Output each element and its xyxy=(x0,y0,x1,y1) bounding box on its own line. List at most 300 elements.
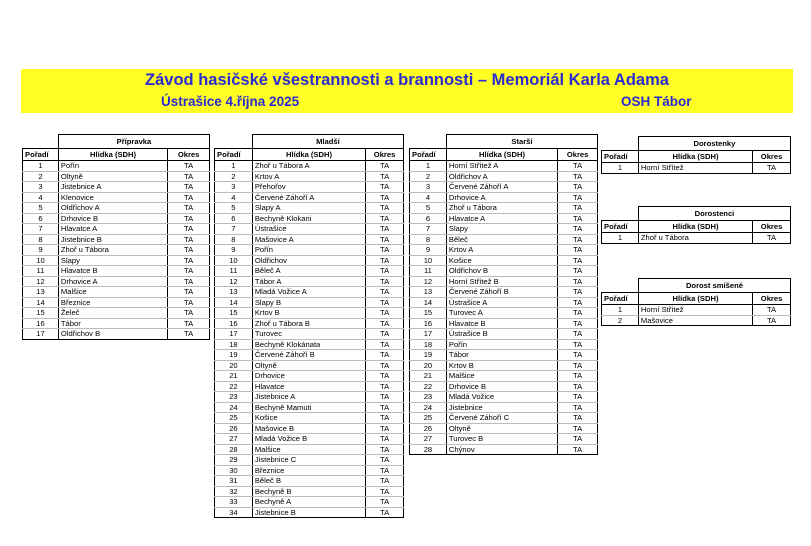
district-cell: TA xyxy=(366,266,404,277)
table-row xyxy=(215,266,404,277)
team-cell: Zhoř u Tábora A xyxy=(252,161,365,172)
table-row xyxy=(215,486,404,497)
district-cell: TA xyxy=(366,245,404,256)
team-cell: Tábor xyxy=(446,350,557,361)
team-cell: Ústrašice A xyxy=(446,297,557,308)
col-header-district: Okres xyxy=(558,149,598,161)
col-header-district: Okres xyxy=(366,149,404,161)
table-mladsi xyxy=(214,134,404,518)
rank-cell: 15 xyxy=(410,308,447,319)
team-cell: Oltyně xyxy=(446,423,557,434)
table-row xyxy=(410,371,598,382)
district-cell: TA xyxy=(366,287,404,298)
rank-cell: 30 xyxy=(215,465,253,476)
rank-cell: 18 xyxy=(410,339,447,350)
rank-cell: 21 xyxy=(410,371,447,382)
table-row xyxy=(215,371,404,382)
district-cell: TA xyxy=(558,392,598,403)
table-row xyxy=(602,315,791,326)
team-cell: Drhovice A xyxy=(58,276,167,287)
team-cell: Hlavatce A xyxy=(446,213,557,224)
category-title: Dorost smíšené xyxy=(638,279,790,293)
rank-cell: 4 xyxy=(410,192,447,203)
team-cell: Mašovice A xyxy=(252,234,365,245)
rank-cell: 1 xyxy=(215,161,253,172)
rank-cell: 2 xyxy=(23,171,59,182)
table-row xyxy=(410,392,598,403)
table-row xyxy=(23,329,210,340)
table-row xyxy=(410,192,598,203)
table-row xyxy=(23,266,210,277)
rank-cell: 26 xyxy=(215,423,253,434)
district-cell: TA xyxy=(366,171,404,182)
rank-cell: 9 xyxy=(23,245,59,256)
rank-cell: 3 xyxy=(215,182,253,193)
team-cell: Jistebnice B xyxy=(58,234,167,245)
district-cell: TA xyxy=(558,318,598,329)
team-cell: Mašovice xyxy=(638,315,752,326)
rank-cell: 12 xyxy=(23,276,59,287)
rank-cell: 26 xyxy=(410,423,447,434)
table-row xyxy=(410,224,598,235)
col-header-team: Hlídka (SDH) xyxy=(638,151,752,163)
rank-cell: 1 xyxy=(23,161,59,172)
district-cell: TA xyxy=(366,371,404,382)
table-row xyxy=(410,213,598,224)
table-pripravka xyxy=(22,134,210,340)
district-cell: TA xyxy=(366,339,404,350)
rank-cell: 10 xyxy=(23,255,59,266)
rank-cell: 27 xyxy=(215,434,253,445)
rank-cell: 2 xyxy=(215,171,253,182)
district-cell: TA xyxy=(558,350,598,361)
table-row xyxy=(215,224,404,235)
team-cell: Krtov A xyxy=(252,171,365,182)
table-row xyxy=(215,255,404,266)
team-cell: Tábor A xyxy=(252,276,365,287)
district-cell: TA xyxy=(558,381,598,392)
table-row xyxy=(215,297,404,308)
district-cell: TA xyxy=(558,234,598,245)
table-row xyxy=(215,234,404,245)
team-cell: Bechyně Mamuti xyxy=(252,402,365,413)
team-cell: Červené Záhoří B xyxy=(446,287,557,298)
district-cell: TA xyxy=(366,402,404,413)
table-row xyxy=(23,287,210,298)
rank-cell: 28 xyxy=(410,444,447,455)
table-row xyxy=(410,203,598,214)
team-cell: Březnice xyxy=(252,465,365,476)
rank-cell: 2 xyxy=(410,171,447,182)
table-row xyxy=(23,308,210,319)
rank-cell: 10 xyxy=(215,255,253,266)
table-row xyxy=(215,161,404,172)
team-cell: Přehořov xyxy=(252,182,365,193)
district-cell: TA xyxy=(168,318,210,329)
team-cell: Pořín xyxy=(252,245,365,256)
district-cell: TA xyxy=(366,203,404,214)
col-header-team: Hlídka (SDH) xyxy=(446,149,557,161)
table-row xyxy=(23,318,210,329)
team-cell: Oldřichov A xyxy=(58,203,167,214)
table-row xyxy=(215,203,404,214)
rank-cell: 23 xyxy=(215,392,253,403)
team-cell: Oldřichov B xyxy=(446,266,557,277)
team-cell: Bechyně A xyxy=(252,497,365,508)
team-cell: Oltyně xyxy=(58,171,167,182)
rank-cell: 25 xyxy=(410,413,447,424)
table-row xyxy=(215,423,404,434)
district-cell: TA xyxy=(366,455,404,466)
table-row xyxy=(23,224,210,235)
district-cell: TA xyxy=(558,224,598,235)
district-cell: TA xyxy=(366,486,404,497)
rank-cell: 3 xyxy=(23,182,59,193)
table-row xyxy=(215,507,404,518)
table-row xyxy=(410,276,598,287)
team-cell: Slapy xyxy=(58,255,167,266)
rank-cell: 4 xyxy=(215,192,253,203)
table-row xyxy=(215,455,404,466)
rank-cell: 1 xyxy=(602,305,639,316)
district-cell: TA xyxy=(558,182,598,193)
district-cell: TA xyxy=(366,497,404,508)
team-cell: Jistebnice A xyxy=(252,392,365,403)
district-cell: TA xyxy=(558,423,598,434)
table-row xyxy=(410,360,598,371)
team-cell: Krtov B xyxy=(252,308,365,319)
district-cell: TA xyxy=(753,315,791,326)
category-title: Přípravka xyxy=(58,135,209,149)
table-row xyxy=(410,287,598,298)
rank-cell: 13 xyxy=(215,287,253,298)
team-cell: Mladá Vožice xyxy=(446,392,557,403)
district-cell: TA xyxy=(366,434,404,445)
district-cell: TA xyxy=(168,297,210,308)
district-cell: TA xyxy=(168,234,210,245)
district-cell: TA xyxy=(558,339,598,350)
district-cell: TA xyxy=(366,161,404,172)
team-cell: Turovec A xyxy=(446,308,557,319)
team-cell: Oltyně xyxy=(252,360,365,371)
district-cell: TA xyxy=(168,276,210,287)
district-cell: TA xyxy=(366,213,404,224)
rank-cell: 32 xyxy=(215,486,253,497)
table-row xyxy=(410,413,598,424)
table-row xyxy=(410,171,598,182)
district-cell: TA xyxy=(558,192,598,203)
district-cell: TA xyxy=(168,203,210,214)
table-row xyxy=(215,476,404,487)
rank-cell: 23 xyxy=(410,392,447,403)
table-dorost-smisene xyxy=(601,278,791,326)
page-title: Závod hasičské všestrannosti a brannosti – Memoriál Karla Adama xyxy=(145,71,669,89)
rank-cell: 13 xyxy=(23,287,59,298)
rank-cell: 9 xyxy=(215,245,253,256)
rank-cell: 33 xyxy=(215,497,253,508)
district-cell: TA xyxy=(558,213,598,224)
table-row xyxy=(23,245,210,256)
rank-cell: 11 xyxy=(23,266,59,277)
rank-cell: 21 xyxy=(215,371,253,382)
rank-cell: 17 xyxy=(215,329,253,340)
team-cell: Oldřichov A xyxy=(446,171,557,182)
team-cell: Bechyně B xyxy=(252,486,365,497)
district-cell: TA xyxy=(558,329,598,340)
district-cell: TA xyxy=(558,444,598,455)
table-row xyxy=(23,171,210,182)
district-cell: TA xyxy=(168,192,210,203)
table-row xyxy=(602,233,791,244)
team-cell: Slapy A xyxy=(252,203,365,214)
rank-cell: 6 xyxy=(215,213,253,224)
district-cell: TA xyxy=(753,163,791,174)
team-cell: Turovec xyxy=(252,329,365,340)
col-header-order: Pořadí xyxy=(410,149,447,161)
team-cell: Červené Záhoří A xyxy=(446,182,557,193)
district-cell: TA xyxy=(168,308,210,319)
district-cell: TA xyxy=(366,360,404,371)
rank-cell: 25 xyxy=(215,413,253,424)
team-cell: Mladá Vožice A xyxy=(252,287,365,298)
rank-cell: 10 xyxy=(410,255,447,266)
team-cell: Malšice xyxy=(58,287,167,298)
team-cell: Malšice xyxy=(446,371,557,382)
rank-cell: 1 xyxy=(410,161,447,172)
district-cell: TA xyxy=(366,308,404,319)
rank-cell: 12 xyxy=(215,276,253,287)
category-title: Dorostenky xyxy=(638,137,790,151)
district-cell: TA xyxy=(366,350,404,361)
team-cell: Slapy xyxy=(446,224,557,235)
rank-cell: 14 xyxy=(23,297,59,308)
category-title: Dorostenci xyxy=(638,207,790,221)
place-date: Ústrašice 4.října 2025 xyxy=(161,94,300,109)
district-cell: TA xyxy=(366,276,404,287)
team-cell: Drhovice xyxy=(252,371,365,382)
rank-cell: 14 xyxy=(215,297,253,308)
table-row xyxy=(215,182,404,193)
rank-cell: 8 xyxy=(215,234,253,245)
table-row xyxy=(602,305,791,316)
rank-cell: 17 xyxy=(410,329,447,340)
rank-cell: 19 xyxy=(215,350,253,361)
col-header-team: Hlídka (SDH) xyxy=(638,221,752,233)
table-row xyxy=(410,381,598,392)
table-row xyxy=(215,444,404,455)
team-cell: Košice xyxy=(252,413,365,424)
col-header-district: Okres xyxy=(753,221,791,233)
team-cell: Košice xyxy=(446,255,557,266)
district-cell: TA xyxy=(558,434,598,445)
team-cell: Zhoř u Tábora B xyxy=(252,318,365,329)
team-cell: Zhoř u Tábora xyxy=(58,245,167,256)
table-row xyxy=(215,402,404,413)
rank-cell: 5 xyxy=(215,203,253,214)
col-header-team: Hlídka (SDH) xyxy=(252,149,365,161)
rank-cell: 9 xyxy=(410,245,447,256)
rank-cell: 15 xyxy=(23,308,59,319)
table-row xyxy=(410,182,598,193)
col-header-team: Hlídka (SDH) xyxy=(638,293,752,305)
table-row xyxy=(410,329,598,340)
rank-cell: 24 xyxy=(215,402,253,413)
rank-cell: 12 xyxy=(410,276,447,287)
district-cell: TA xyxy=(168,245,210,256)
district-cell: TA xyxy=(168,266,210,277)
rank-cell: 1 xyxy=(602,163,639,174)
team-cell: Hlavatce A xyxy=(58,224,167,235)
table-starsi xyxy=(409,134,598,455)
table-row xyxy=(410,308,598,319)
table-row xyxy=(23,276,210,287)
table-row xyxy=(410,245,598,256)
table-row xyxy=(410,339,598,350)
rank-cell: 22 xyxy=(215,381,253,392)
team-cell: Červené Záhoří B xyxy=(252,350,365,361)
table-row xyxy=(410,318,598,329)
table-row xyxy=(410,402,598,413)
col-header-order: Pořadí xyxy=(602,293,639,305)
table-row xyxy=(23,255,210,266)
table-row xyxy=(410,297,598,308)
district-cell: TA xyxy=(366,465,404,476)
team-cell: Horní Střítež xyxy=(638,163,752,174)
table-row xyxy=(215,276,404,287)
rank-cell: 5 xyxy=(23,203,59,214)
table-row xyxy=(410,255,598,266)
district-cell: TA xyxy=(558,308,598,319)
team-cell: Slapy B xyxy=(252,297,365,308)
table-row xyxy=(215,213,404,224)
district-cell: TA xyxy=(366,182,404,193)
team-cell: Horní Střítež B xyxy=(446,276,557,287)
rank-cell: 11 xyxy=(410,266,447,277)
col-header-district: Okres xyxy=(753,293,791,305)
district-cell: TA xyxy=(168,161,210,172)
table-row xyxy=(215,287,404,298)
table-row xyxy=(215,392,404,403)
district-cell: TA xyxy=(558,297,598,308)
team-cell: Horní Střítež xyxy=(638,305,752,316)
team-cell: Zhoř u Tábora xyxy=(446,203,557,214)
table-row xyxy=(23,192,210,203)
district-cell: TA xyxy=(366,192,404,203)
col-header-order: Pořadí xyxy=(602,221,639,233)
rank-cell: 28 xyxy=(215,444,253,455)
table-row xyxy=(410,161,598,172)
team-cell: Hlavatce B xyxy=(58,266,167,277)
rank-cell: 34 xyxy=(215,507,253,518)
team-cell: Drhovice B xyxy=(446,381,557,392)
table-row xyxy=(23,203,210,214)
district-cell: TA xyxy=(558,360,598,371)
team-cell: Běleč B xyxy=(252,476,365,487)
district-cell: TA xyxy=(558,161,598,172)
district-cell: TA xyxy=(366,318,404,329)
table-row xyxy=(23,182,210,193)
district-cell: TA xyxy=(168,224,210,235)
team-cell: Horní Střítež A xyxy=(446,161,557,172)
rank-cell: 11 xyxy=(215,266,253,277)
team-cell: Jistebnice B xyxy=(252,507,365,518)
district-cell: TA xyxy=(168,329,210,340)
table-row xyxy=(215,497,404,508)
rank-cell: 24 xyxy=(410,402,447,413)
rank-cell: 8 xyxy=(410,234,447,245)
district-cell: TA xyxy=(168,182,210,193)
team-cell: Bechyně Klokánata xyxy=(252,339,365,350)
rank-cell: 4 xyxy=(23,192,59,203)
rank-cell: 27 xyxy=(410,434,447,445)
team-cell: Hlavatce B xyxy=(446,318,557,329)
rank-cell: 6 xyxy=(410,213,447,224)
rank-cell: 1 xyxy=(602,233,639,244)
table-row xyxy=(215,329,404,340)
table-row xyxy=(215,465,404,476)
rank-cell: 18 xyxy=(215,339,253,350)
district-cell: TA xyxy=(558,287,598,298)
team-cell: Mladá Vožice B xyxy=(252,434,365,445)
rank-cell: 16 xyxy=(410,318,447,329)
table-row xyxy=(410,423,598,434)
table-row xyxy=(215,318,404,329)
team-cell: Oldřichov xyxy=(252,255,365,266)
col-header-district: Okres xyxy=(753,151,791,163)
rank-cell: 31 xyxy=(215,476,253,487)
table-row xyxy=(215,381,404,392)
table-row xyxy=(215,339,404,350)
district-cell: TA xyxy=(366,381,404,392)
team-cell: Ústrašice B xyxy=(446,329,557,340)
col-header-order: Pořadí xyxy=(215,149,253,161)
district-cell: TA xyxy=(366,507,404,518)
district-cell: TA xyxy=(558,203,598,214)
col-header-order: Pořadí xyxy=(23,149,59,161)
district-cell: TA xyxy=(558,413,598,424)
table-row xyxy=(410,266,598,277)
title-banner xyxy=(21,69,793,113)
team-cell: Oldřichov B xyxy=(58,329,167,340)
rank-cell: 7 xyxy=(215,224,253,235)
district-cell: TA xyxy=(168,171,210,182)
table-dorostenky xyxy=(601,136,791,174)
team-cell: Drhovice B xyxy=(58,213,167,224)
rank-cell: 20 xyxy=(410,360,447,371)
rank-cell: 19 xyxy=(410,350,447,361)
table-row xyxy=(215,360,404,371)
rank-cell: 16 xyxy=(23,318,59,329)
table-row xyxy=(410,444,598,455)
team-cell: Ústrašice xyxy=(252,224,365,235)
col-header-district: Okres xyxy=(168,149,210,161)
table-row xyxy=(410,234,598,245)
district-cell: TA xyxy=(753,305,791,316)
rank-cell: 29 xyxy=(215,455,253,466)
table-row xyxy=(215,413,404,424)
district-cell: TA xyxy=(366,329,404,340)
team-cell: Jistebnice A xyxy=(58,182,167,193)
rank-cell: 7 xyxy=(410,224,447,235)
table-row xyxy=(23,161,210,172)
table-row xyxy=(602,163,791,174)
rank-cell: 14 xyxy=(410,297,447,308)
team-cell: Březnice xyxy=(58,297,167,308)
team-cell: Zhoř u Tábora xyxy=(638,233,752,244)
col-header-team: Hlídka (SDH) xyxy=(58,149,167,161)
team-cell: Jistebnice xyxy=(446,402,557,413)
table-dorostenci xyxy=(601,206,791,244)
